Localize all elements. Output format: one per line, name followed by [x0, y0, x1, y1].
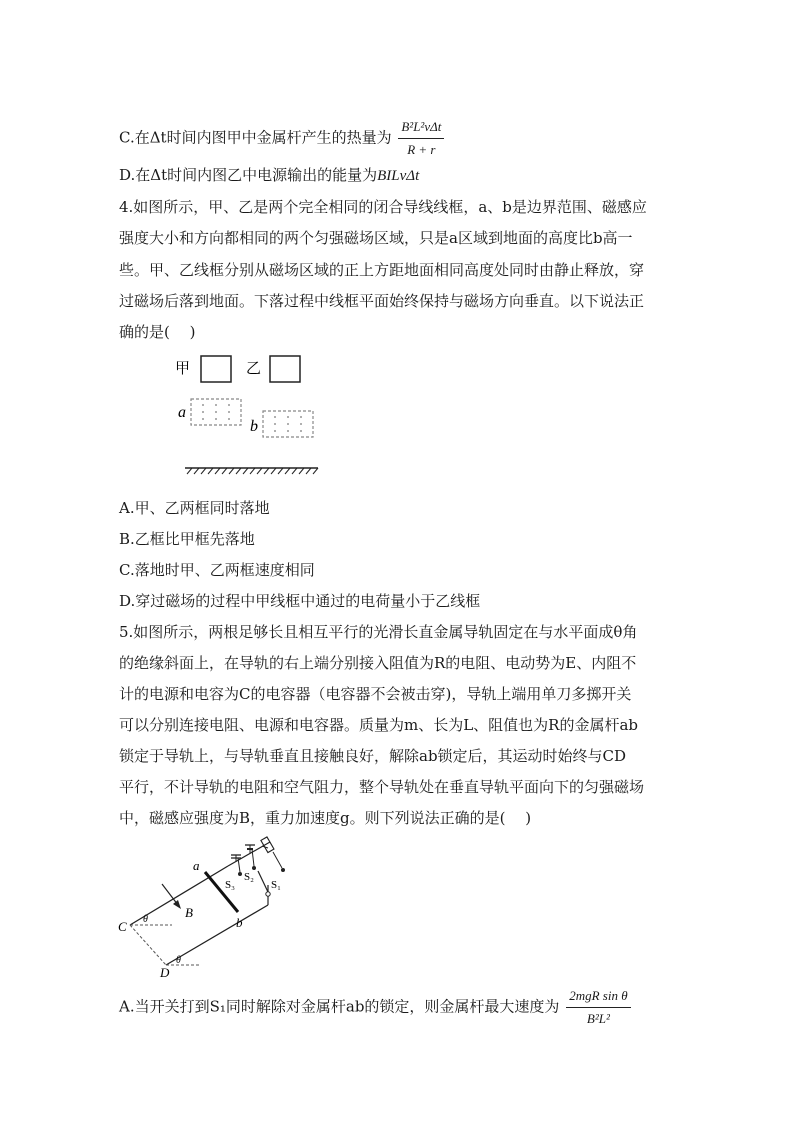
- q5-fig-label-s1: S₁: [271, 879, 281, 891]
- q5-fig-label-theta-c: θ: [143, 914, 148, 925]
- q5-fig-label-D: D: [160, 965, 170, 980]
- q5-stem-line-2: 的绝缘斜面上，在导轨的右上端分别接入阻值为R的电阻、电动势为E、内阻不: [119, 654, 637, 672]
- q3-option-d-text: D.在Δt时间内图乙中电源输出的能量为: [119, 166, 378, 184]
- q4-option-b: B.乙框比甲框先落地: [119, 530, 255, 548]
- q5-option-a-text: A.当开关打到S₁同时解除对金属杆ab的锁定，则金属杆最大速度为: [119, 997, 560, 1016]
- q5-fig-label-C: C: [118, 919, 127, 934]
- q5-fig-label-a: a: [193, 858, 200, 873]
- q5-figure: [118, 837, 285, 980]
- q4-fig-label-a: a: [178, 404, 186, 421]
- q5-fig-label-s2: S₂: [244, 871, 254, 883]
- q4-frame-jia: [201, 356, 231, 382]
- q5-fig-label-B: B: [185, 905, 193, 920]
- q3-option-c-text: C.在Δt时间内图甲中金属杆产生的热量为: [119, 128, 392, 147]
- q5-fig-label-b: b: [236, 915, 243, 930]
- q4-ground: [185, 468, 318, 474]
- q5-resistor: [261, 837, 274, 853]
- q5-stem-line-7: 中，磁感应强度为B，重力加速度g。则下列说法正确的是( ): [119, 809, 532, 827]
- q4-option-c: C.落地时甲、乙两框速度相同: [119, 561, 315, 579]
- q4-fig-label-jia: 甲: [175, 361, 191, 377]
- q3-option-c-denominator: R + r: [407, 142, 436, 157]
- q5-contact-s3: [238, 872, 242, 876]
- q5-rod-ab: [205, 872, 238, 912]
- q4-fig-label-b: b: [250, 418, 258, 435]
- q5-field-arrowhead: [173, 900, 181, 909]
- q3-option-d-expr: BILvΔt: [377, 168, 420, 184]
- q5-fig-label-s3: S₃: [225, 879, 235, 891]
- q4-stem-line-5: 确的是( ): [119, 323, 196, 341]
- q5-fig-label-theta-d: θ: [176, 955, 181, 966]
- q5-field-arrow: [162, 884, 178, 905]
- q5-rail-lower: [166, 905, 268, 965]
- q5-option-a-denominator: B²L²: [586, 1011, 610, 1026]
- q4-stem-line-3: 些。甲、乙线框分别从磁场区域的正上方距地面相同高度处同时由静止释放，穿: [119, 261, 645, 279]
- q5-stem-line-3: 计的电源和电容为C的电容器（电容器不会被击穿)，导轨上端用单刀多掷开关: [119, 685, 632, 703]
- q4-fig-label-yi: 乙: [246, 361, 262, 377]
- q4-stem-line-4: 过磁场后落到地面。下落过程中线框平面始终保持与磁场方向垂直。以下说法正: [119, 292, 645, 310]
- q5-stem-line-6: 平行，不计导轨的电阻和空气阻力，整个导轨处在垂直导轨平面向下的匀强磁场: [119, 778, 645, 796]
- q4-field-b-dots: [274, 416, 302, 432]
- q4-option-d: D.穿过磁场的过程中甲线框中通过的电荷量小于乙线框: [119, 592, 481, 610]
- q5-option-a-fraction: [566, 986, 630, 1029]
- q5-edge-cd: [130, 925, 166, 965]
- q5-option-a-numerator: 2mgR sin θ: [566, 986, 630, 1008]
- q5-stem-line-4: 可以分别连接电阻、电源和电容器。质量为m、长为L、阻值也为R的金属杆ab: [119, 716, 639, 734]
- q4-option-a: A.甲、乙两框同时落地: [119, 499, 270, 517]
- q4-field-a-dots: [202, 404, 230, 420]
- q4-stem-line-2: 强度大小和方向都相同的两个匀强磁场区域，只是a区域到地面的高度比b高一: [119, 229, 633, 247]
- q3-option-c-numerator: B²L²vΔt: [398, 117, 444, 139]
- q5-stem-line-1: 5.如图所示，两根足够长且相互平行的光滑长直金属导轨固定在与水平面成θ角: [119, 623, 638, 641]
- q5-switch-blade: [258, 871, 268, 892]
- q5-switch-pivot: [266, 892, 270, 896]
- q4-frame-yi: [270, 356, 300, 382]
- q5-option-a: [119, 986, 631, 1029]
- q5-contact-s2: [252, 866, 256, 870]
- q4-stem-line-1: 4.如图所示，甲、乙是两个完全相同的闭合导线线框，a、b是边界范围、磁感应: [119, 198, 647, 216]
- q5-contact-s1: [281, 868, 285, 872]
- q5-stem-line-5: 锁定于导轨上，与导轨垂直且接触良好，解除ab锁定后，其运动时始终与CD: [119, 747, 627, 765]
